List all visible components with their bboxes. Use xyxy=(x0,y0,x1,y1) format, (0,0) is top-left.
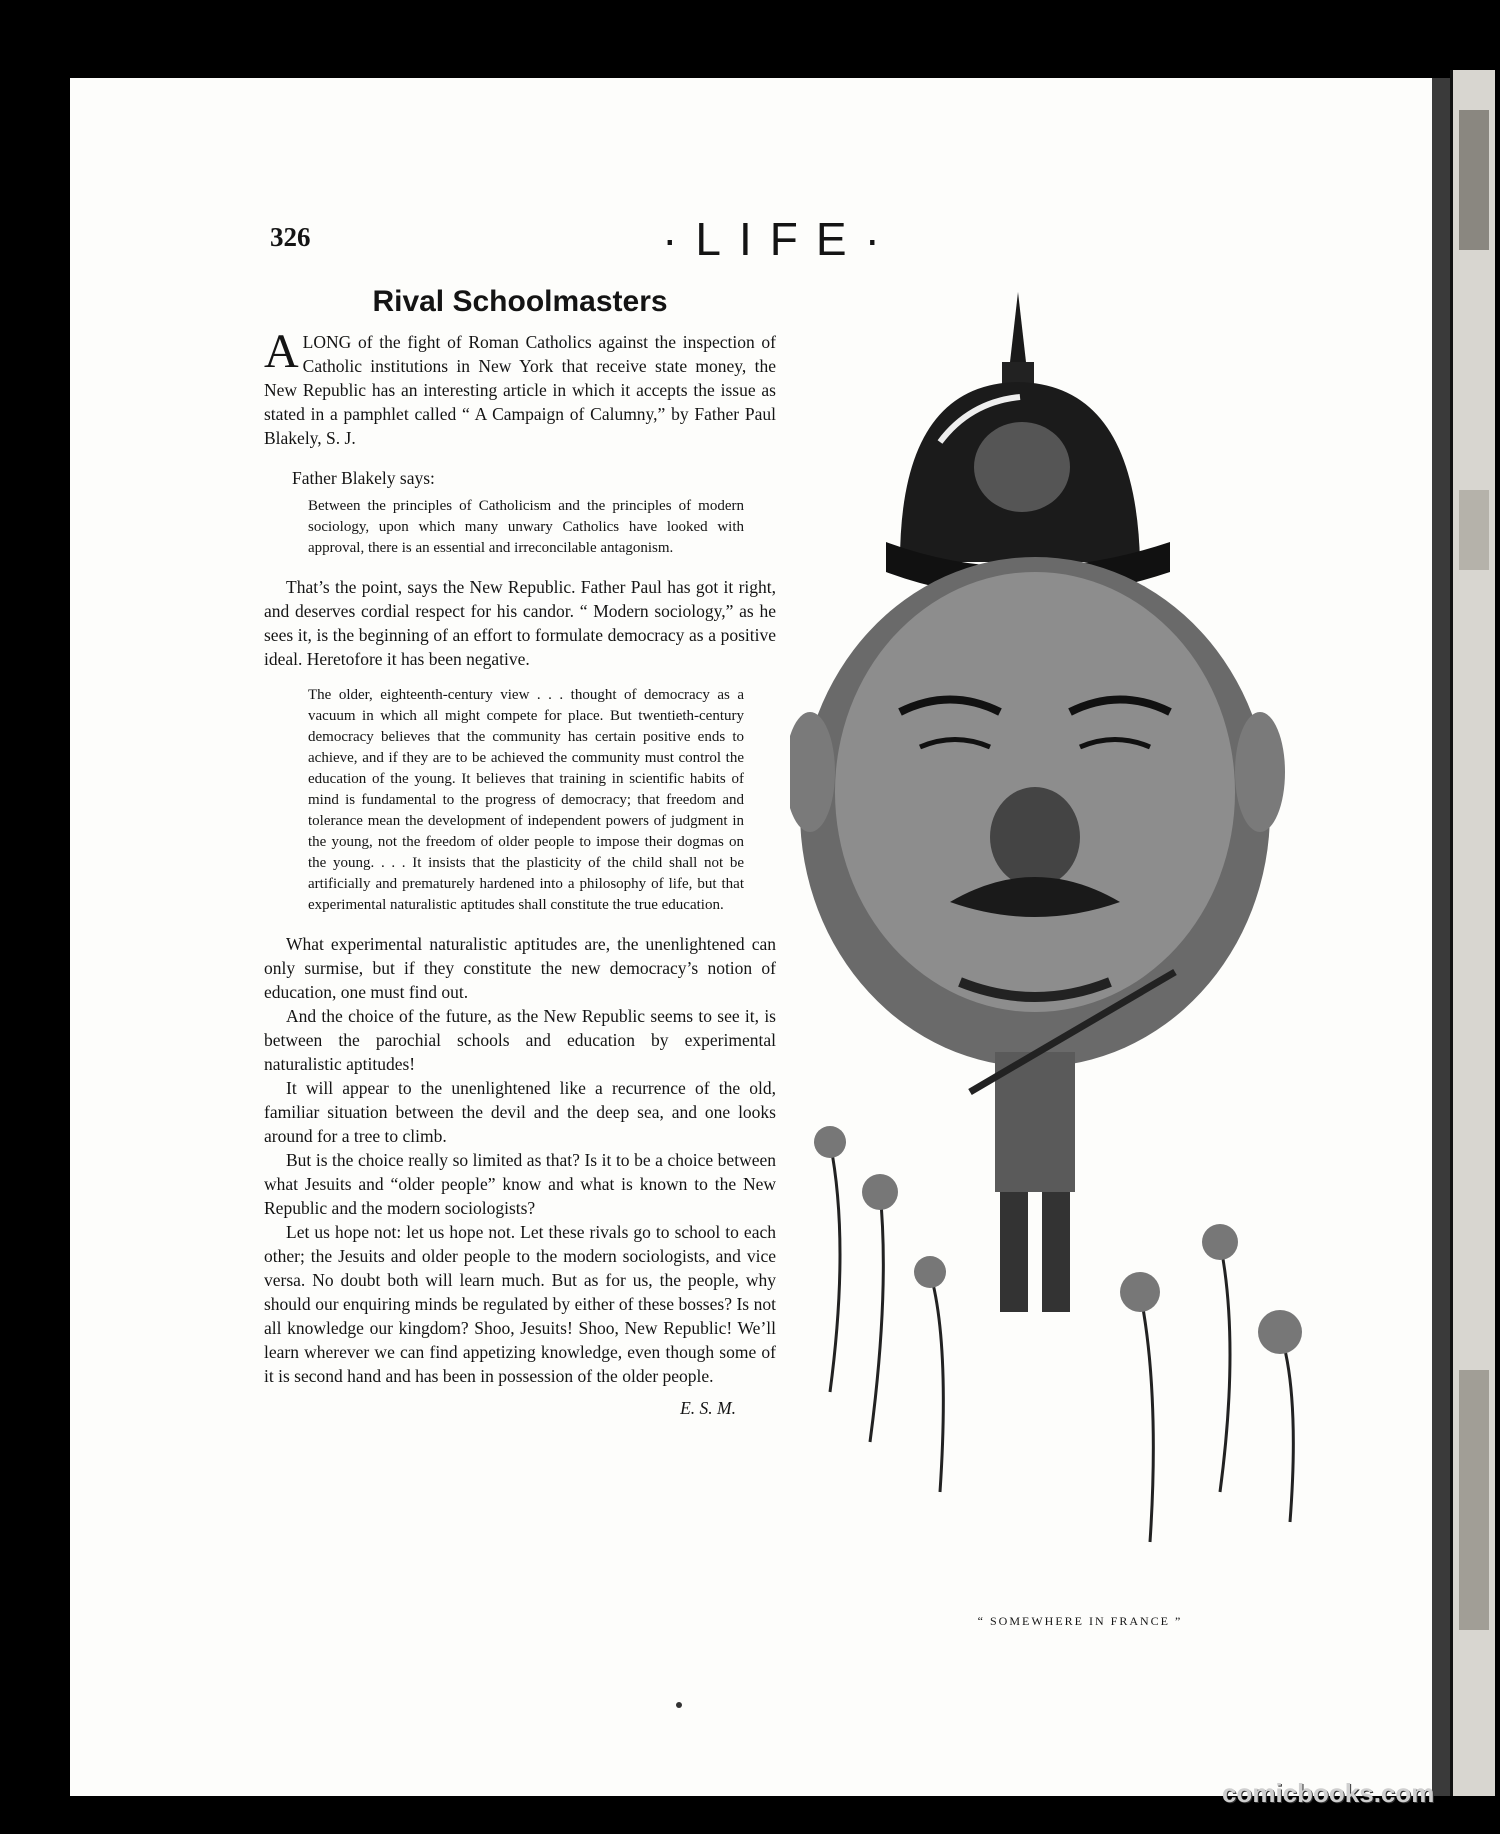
illustration-caption: “ SOMEWHERE IN FRANCE ” xyxy=(977,1614,1183,1628)
quote-1: Between the principles of Catholicism and the principles of modern sociology, upon which many unwary Catholics have looked with approval, there is an essential and irreconcilable antagonism. xyxy=(308,498,744,556)
article-title: Rival Schoolmasters xyxy=(372,285,668,318)
leg-right xyxy=(1042,1192,1070,1312)
paragraph-1: ALONG of the fight of Roman Catholics against the inspection of Catholic institutions in New York that receive state money, the New Republic has an interesting article in which it accepts the issue as stated in a pamphlet called “ A Campaign of Calumny,” by Father Paul Blakely, S. J. xyxy=(264,325,776,448)
helmet-spike xyxy=(1010,292,1026,362)
paragraph-7: Let us hope not: let us hope not. Let these rivals go to school to each other; the Jesuits and older people to the modern sociologists, and vice versa. No doubt both will learn much. But as for us, the people, why should our enquiring minds be regulated by either of these bosses? Is not all knowledge our kingdom? Shoo, Jesuits! Shoo, New Republic! We’ll learn wherever we can find appetizing knowledge, even though some of it is second hand and has been in possession of the older people. xyxy=(264,1222,776,1386)
paragraph-5: It will appear to the unenlightened like a recurrence of the old, familiar situation between the devil and the deep sea, and one looks around for a tree to climb. xyxy=(264,1078,776,1146)
leg-left xyxy=(1000,1192,1028,1312)
drop-cap: A xyxy=(264,325,299,378)
article-column xyxy=(264,284,776,1420)
caricature-illustration xyxy=(790,292,1350,1572)
quote-2: The older, eighteenth-century view . . . thought of democracy as a vacuum in which all might compete for place. But twentieth-century democracy believes that the community has certain positive ends to achieve, and if they are to be achieved the community must control the education of the young. It believes that training in scientific habits of mind is fundamental to the progress of democracy; that freedom and tolerance mean the development of independent powers of judgment in the young, not the freedom of older people to impose their dogmas on the young. . . . It insists that the plasticity of the child shall not be artificially and prematurely hardened into a philosophy of life, but that experimental naturalistic aptitudes shall constitute the true education. xyxy=(308,687,744,913)
paragraph-4: And the choice of the future, as the New Republic seems to see it, is between the parochial schools and education by experimental naturalistic aptitudes! xyxy=(264,1006,776,1074)
page-number: 326 xyxy=(270,222,311,252)
masthead: ·LIFE· xyxy=(662,213,898,265)
paragraph-2: That’s the point, says the New Republic. Father Paul has got it right, and deserves cordial respect for his candor. “ Modern sociology,” as he sees it, is the beginning of an effort to formulate democracy as a positive ideal. Heretofore it has been negative. xyxy=(264,577,776,669)
says-line: Father Blakely says: xyxy=(292,468,435,488)
watermark: comicbooks.com xyxy=(1222,1778,1435,1808)
ear-right xyxy=(1235,712,1285,832)
adjacent-page-edge xyxy=(1450,70,1495,1796)
paragraph-3: What experimental naturalistic aptitudes are, the unenlightened can only surmise, but if they constitute the new democracy’s notion of education, one must find out. xyxy=(264,934,776,1002)
nose xyxy=(990,787,1080,887)
paragraph-6: But is the choice really so limited as that? Is it to be a choice between what Jesuits and “older people” know and what is known to the New Republic and the modern sociologists? xyxy=(264,1150,776,1218)
spike-base xyxy=(1002,362,1034,384)
signature: E. S. M. xyxy=(680,1398,736,1418)
helmet-eagle-plate xyxy=(974,422,1070,512)
page-dot xyxy=(676,1702,682,1708)
page-edge xyxy=(1432,78,1450,1796)
